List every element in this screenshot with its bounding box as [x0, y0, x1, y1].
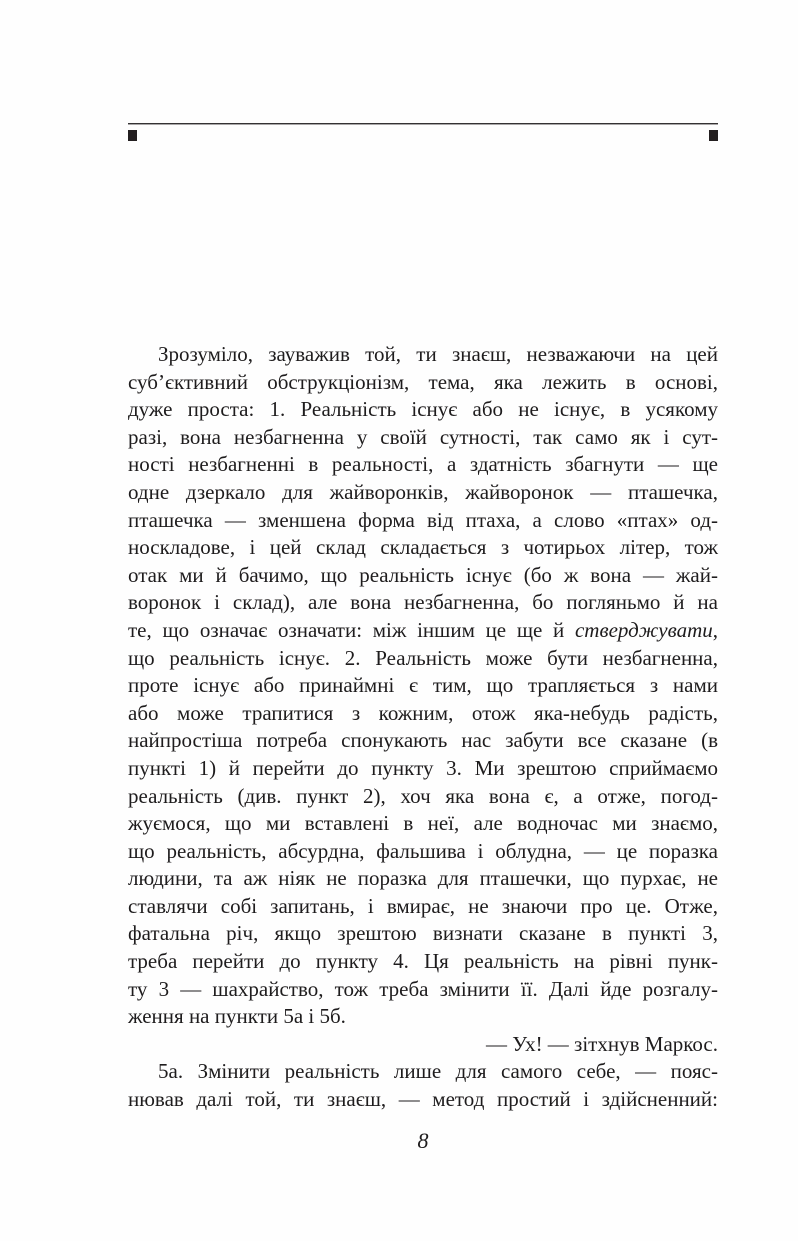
text-line: одне дзеркало для жайворонків, жайворонок — пташечка, [128, 479, 718, 504]
text-line: реальність (див. пункт 2), хоч яка вона є, а отже, погод- [128, 783, 718, 808]
paragraph-main [128, 341, 718, 1031]
text-line: ження на пункти 5а і 5б. [128, 1004, 346, 1029]
text-line: пункті 1) й перейти до пункту 3. Ми зрештою сприймаємо [128, 755, 718, 780]
text-line: нював далі той, ти знаєш, — метод простий і здійсненний: [128, 1087, 718, 1112]
text-line: ту 3 — шахрайство, тож треба змінити її. Далі йде розгалу- [128, 976, 718, 1001]
text-line: або може трапитися з кожним, отож яка-небудь радість, [128, 700, 718, 725]
text-line: жуємося, що ми вставлені в неї, але водночас ми знаємо, [128, 811, 718, 836]
text-line: носкладове, і цей склад складається з чотирьох літер, тож [128, 535, 718, 560]
text-line [128, 617, 718, 645]
paragraph-5a [128, 1058, 718, 1113]
text-line: що реальність існує. 2. Реальність може бути незбагненна, [128, 645, 718, 670]
header-square-right-icon [709, 130, 718, 141]
text-line: людини, та аж ніяк не поразка для пташечки, що пурхає, не [128, 866, 718, 891]
text-line: найпростіша потреба спонукають нас забути все сказане (в [128, 728, 718, 753]
text-line: Зрозуміло, зауважив той, ти знаєш, незважаючи на цей [158, 342, 718, 366]
header-rule [128, 123, 718, 125]
text-line: разі, вона незбагненна у своїй сутності, так само як і сут- [128, 424, 718, 449]
header-square-left-icon [128, 130, 137, 141]
text-line: проте існує або принаймні є тим, що трапляється з нами [128, 673, 718, 698]
text-line: треба перейти до пункту 4. Ця реальність на рівні пунк- [128, 949, 718, 974]
text-line: дуже проста: 1. Реальність існує або не існує, в усякому [128, 397, 718, 422]
text-line: фатальна річ, якщо зрештою визнати сказане в пункті 3, [128, 921, 718, 946]
text-line: отак ми й бачимо, що реальність існує (бо ж вона — жай- [128, 562, 718, 587]
body-text [128, 341, 718, 1114]
text-line: ності незбагненні в реальності, а здатність збагнути — ще [128, 452, 718, 477]
text-line: ставлячи собі запитань, і вмирає, не знаючи про це. Отже, [128, 893, 718, 918]
text-line: 5а. Змінити реальність лише для самого себе, — пояс- [158, 1059, 718, 1084]
text-line: — Ух! — зітхнув Маркос. [486, 1031, 718, 1056]
text-line: що реальність, абсурдна, фальшива і облудна, — це поразка [128, 838, 718, 863]
page-number: 8 [417, 1128, 429, 1153]
text-line: пташечка — зменшена форма від птаха, а слово «птах» од- [128, 507, 718, 532]
text-line: воронок і склад), але вона незбагненна, бо погляньмо й на [128, 590, 718, 615]
text-segment: , [712, 617, 718, 642]
italic-text-segment: стверджувати [574, 617, 713, 642]
text-segment: те, що означає означати: між іншим це ще й [128, 617, 575, 642]
paragraph-dialogue [128, 1031, 718, 1059]
text-line: суб’єктивний обструкціонізм, тема, яка лежить в основі, [128, 369, 718, 394]
